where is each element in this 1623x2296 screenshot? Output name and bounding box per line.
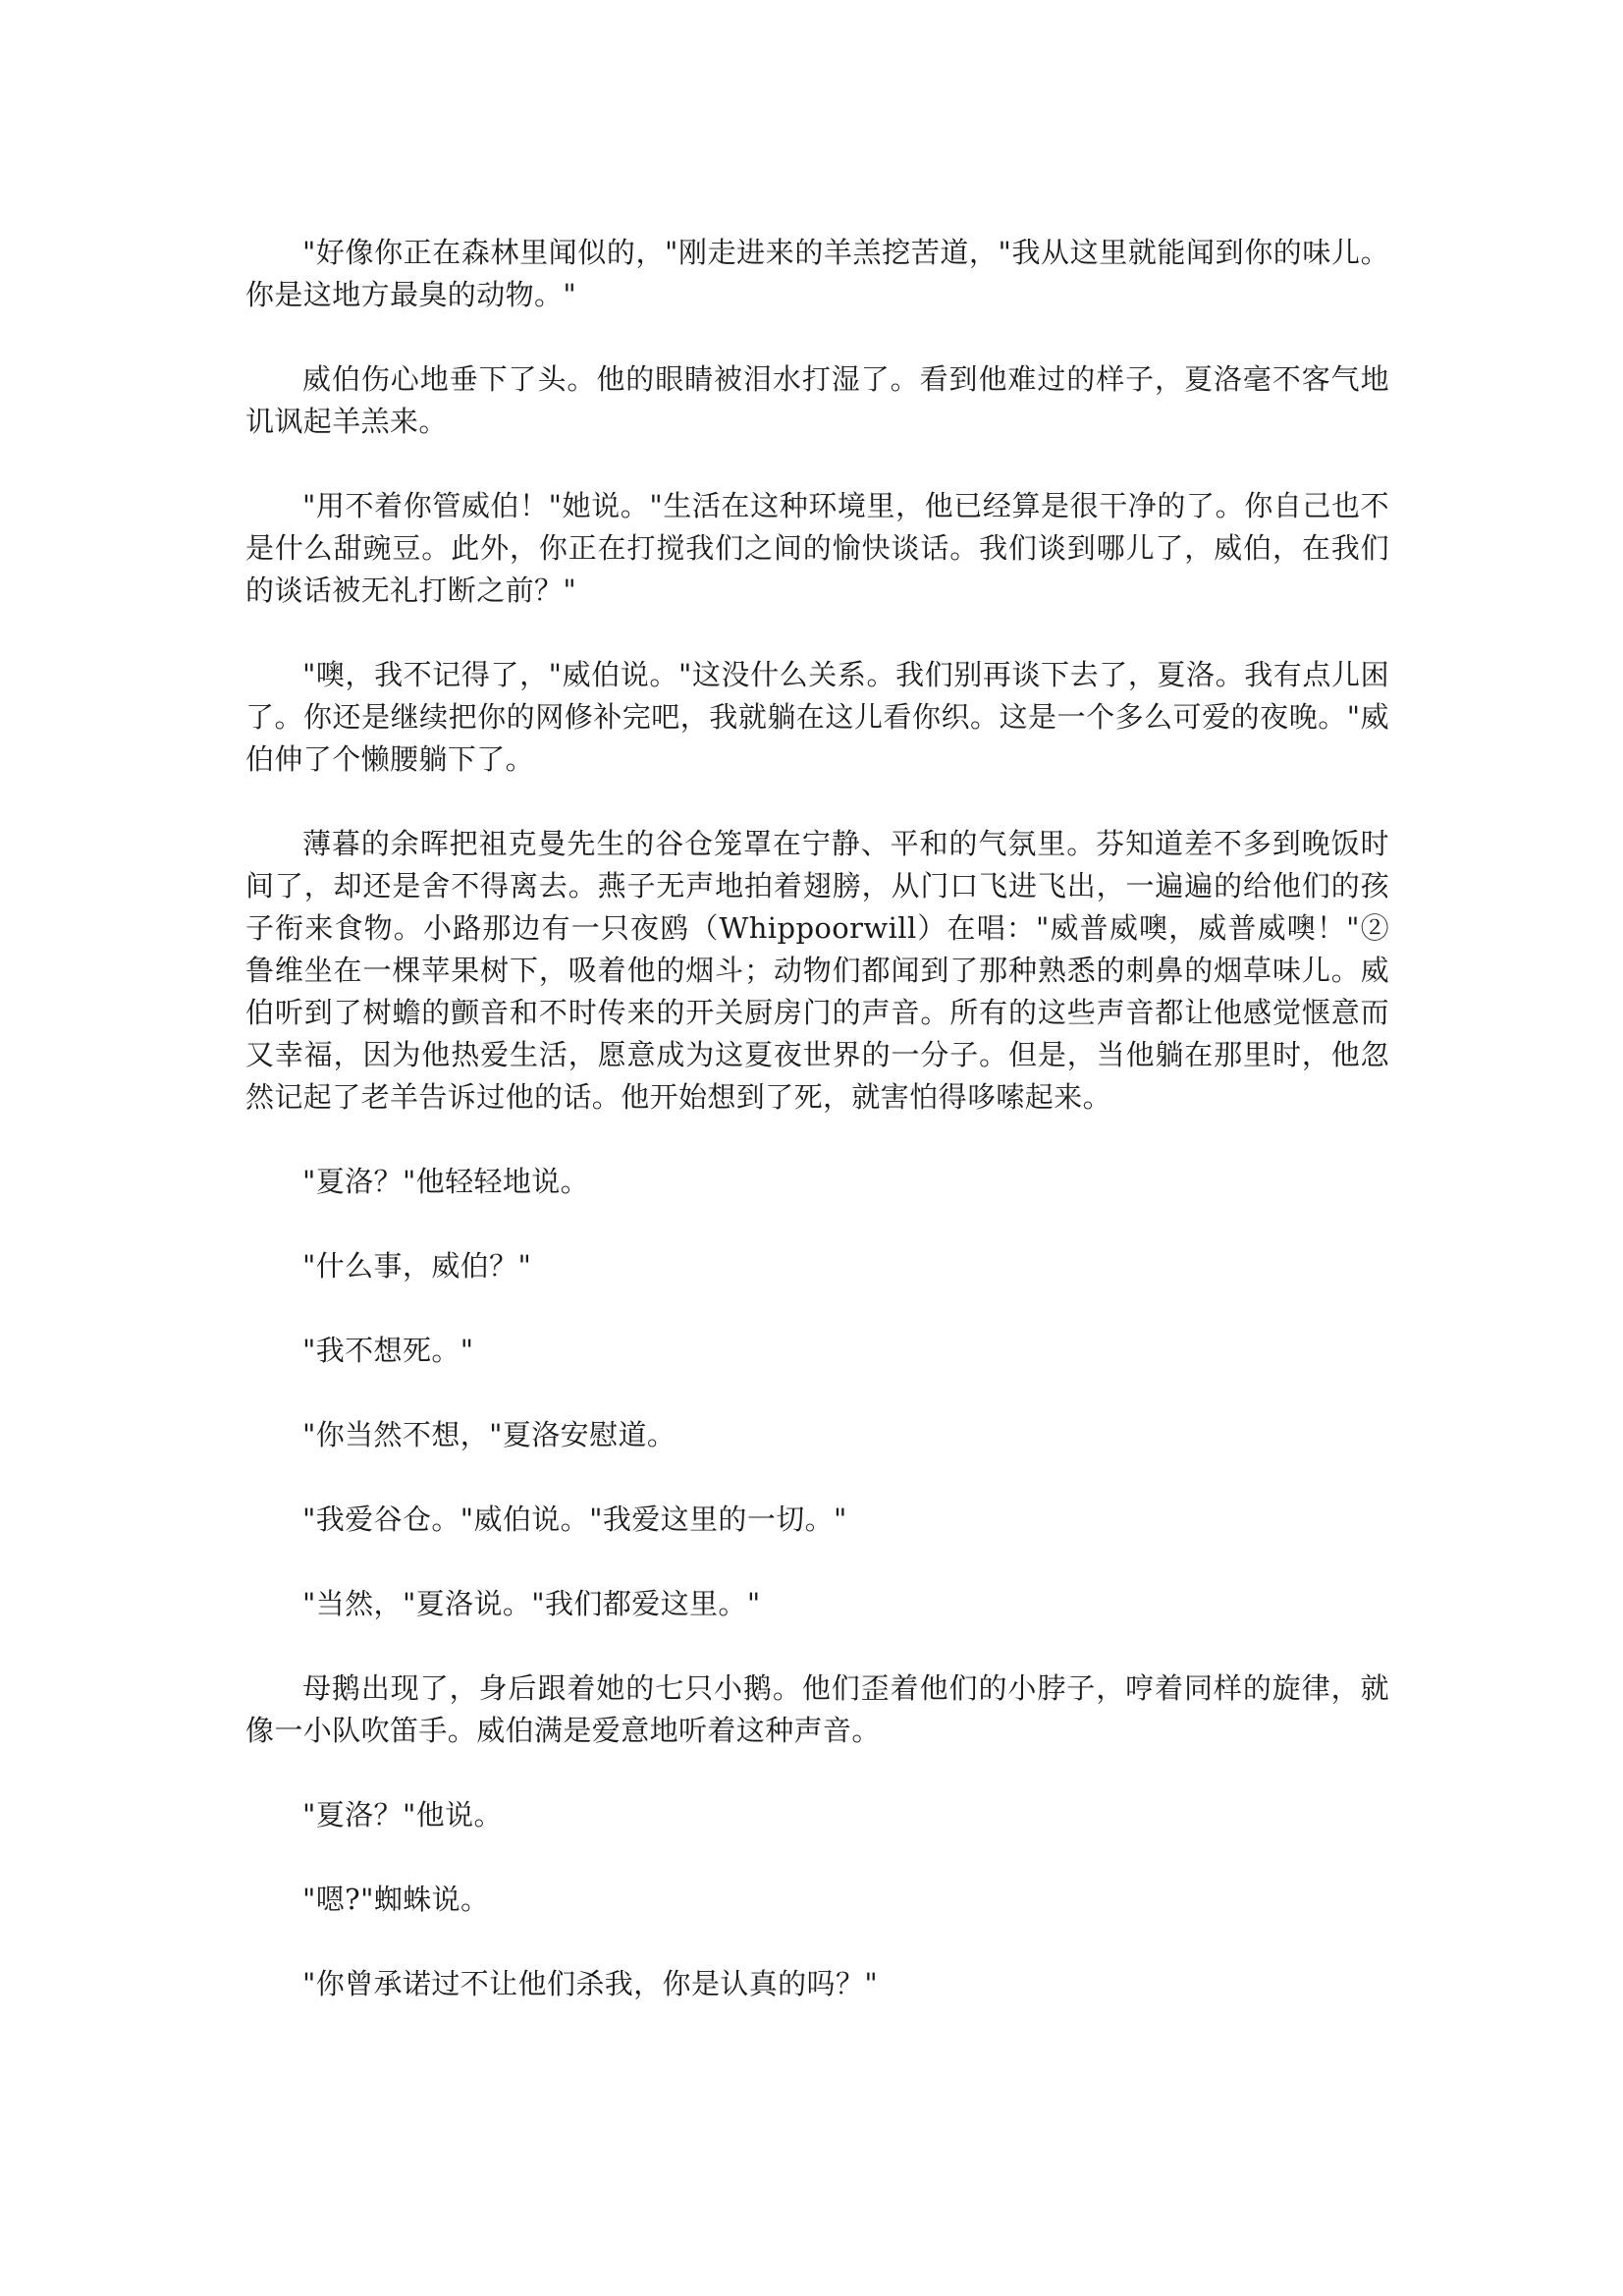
- paragraph: "用不着你管威伯！"她说。"生活在这种环境里，他已经算是很干净的了。你自己也不是什么甜豌豆。此外，你正在打搅我们之间的愉快谈话。我们谈到哪儿了，威伯，在我们的谈话被无礼打断之前？": [245, 489, 1389, 607]
- paragraph: "什么事，威伯？": [302, 1249, 532, 1283]
- paragraph: "你当然不想，"夏洛安慰道。: [302, 1418, 676, 1451]
- paragraph: "噢，我不记得了，"威伯说。"这没什么关系。我们别再谈下去了，夏洛。我有点儿困了。你还是继续把你的网修补完吧，我就躺在这儿看你织。这是一个多么可爱的夜晚。"威伯伸了个懒腰躺下了。: [245, 658, 1389, 776]
- paragraph: "好像你正在森林里闻似的，"刚走进来的羊羔挖苦道，"我从这里就能闻到你的味儿。你是这地方最臭的动物。": [245, 236, 1389, 311]
- paragraph: "嗯?"蜘蛛说。: [302, 1883, 490, 1916]
- paragraph: 薄暮的余晖把祖克曼先生的谷仓笼罩在宁静、平和的气氛里。芬知道差不多到晚饭时间了，却还是舍不得离去。燕子无声地拍着翅膀，从门口飞进飞出，一遍遍的给他们的孩子衔来食物。小路那边有一只夜鸥（Whippoorwill）在唱："威普威噢，威普威噢！"②鲁维坐在一棵苹果树下，吸着他的烟斗；动物们都闻到了那种熟悉的刺鼻的烟草味儿。威伯听到了树蟾的颤音和不时传来的开关厨房门的声音。所有的这些声音都让他感觉惬意而又幸福，因为他热爱生活，愿意成为这夏夜世界的一分子。但是，当他躺在那里时，他忽然记起了老羊告诉过他的话。他开始想到了死，就害怕得哆嗦起来。: [245, 827, 1389, 1114]
- paragraph: "你曾承诺过不让他们杀我，你是认真的吗？": [302, 1967, 879, 2000]
- paragraph: "夏洛？"他说。: [302, 1798, 503, 1831]
- paragraph: 威伯伤心地垂下了头。他的眼睛被泪水打湿了。看到他难过的样子，夏洛毫不客气地讥讽起羊羔来。: [245, 362, 1389, 438]
- paragraph: "当然，"夏洛说。"我们都爱这里。": [302, 1587, 761, 1620]
- paragraph: "夏洛？"他轻轻地说。: [302, 1165, 590, 1198]
- document-page: [245, 232, 1389, 2048]
- paragraph: "我爱谷仓。"威伯说。"我爱这里的一切。": [302, 1503, 847, 1536]
- paragraph: 母鹅出现了，身后跟着她的七只小鹅。他们歪着他们的小脖子，哼着同样的旋律，就像一小队吹笛手。威伯满是爱意地听着这种声音。: [245, 1671, 1389, 1747]
- paragraph: "我不想死。": [302, 1334, 474, 1367]
